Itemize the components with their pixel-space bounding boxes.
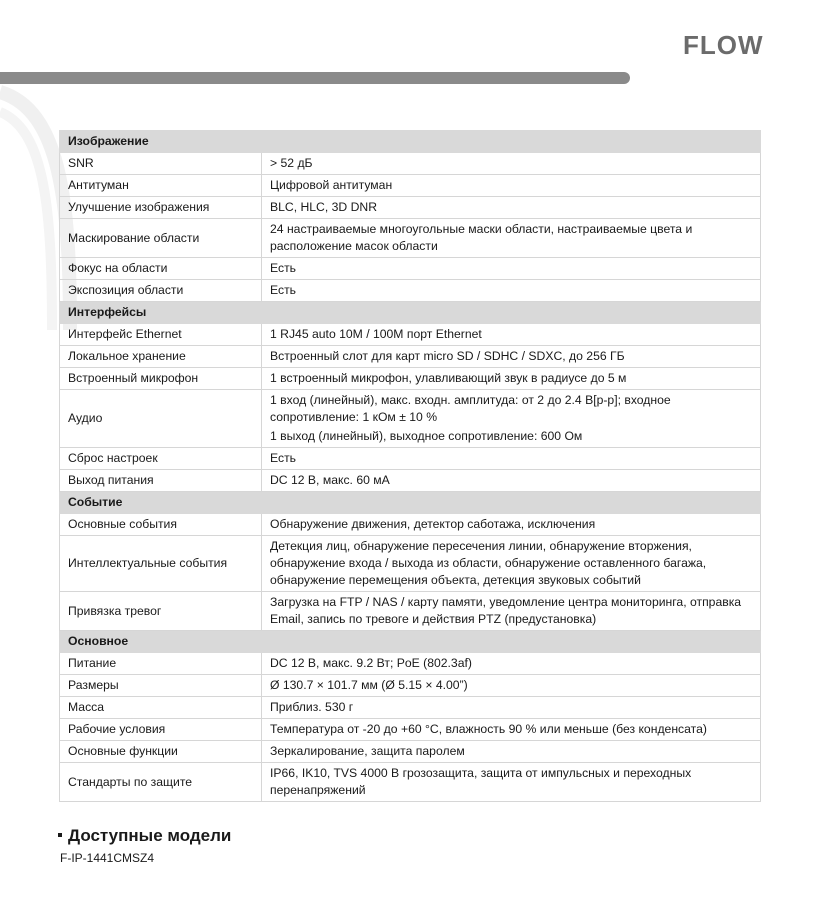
table-row xyxy=(60,719,761,741)
row-value-cell xyxy=(262,675,761,697)
row-value-cell xyxy=(262,175,761,197)
section-title: Интерфейсы xyxy=(60,302,761,324)
row-value-cell xyxy=(262,763,761,802)
table-row xyxy=(60,258,761,280)
table-row xyxy=(60,153,761,175)
row-label: Интеллектуальные события xyxy=(60,536,262,592)
row-value: Зеркалирование, защита паролем xyxy=(270,744,465,758)
row-label: Интерфейс Ethernet xyxy=(60,324,262,346)
section-header-row xyxy=(60,631,761,653)
row-label: Антитуман xyxy=(60,175,262,197)
table-row xyxy=(60,741,761,763)
table-row xyxy=(60,675,761,697)
row-value-cell xyxy=(262,219,761,258)
row-value-cell xyxy=(262,470,761,492)
row-value: Загрузка на FTP / NAS / карту памяти, уведомление центра мониторинга, отправка Email, запись по тревоге и действия PTZ (предустановка) xyxy=(270,595,742,626)
row-value-cell xyxy=(262,592,761,631)
row-value-cell xyxy=(262,697,761,719)
table-row xyxy=(60,390,761,448)
row-value-cell xyxy=(262,719,761,741)
row-label: Стандарты по защите xyxy=(60,763,262,802)
row-label: Маскирование области xyxy=(60,219,262,258)
row-value: Встроенный слот для карт micro SD / SDHC / SDXC, до 256 ГБ xyxy=(270,349,625,363)
row-label: Аудио xyxy=(60,390,262,448)
model-code: F-IP-1441CMSZ4 xyxy=(60,851,155,865)
table-row xyxy=(60,175,761,197)
row-label: Питание xyxy=(60,653,262,675)
row-value-cell xyxy=(262,346,761,368)
row-label: Экспозиция области xyxy=(60,280,262,302)
row-value-cell xyxy=(262,514,761,536)
section-header-row xyxy=(60,492,761,514)
row-label: Выход питания xyxy=(60,470,262,492)
table-row xyxy=(60,368,761,390)
spec-table xyxy=(59,130,761,802)
table-row xyxy=(60,448,761,470)
flow-logo xyxy=(683,30,778,60)
table-row xyxy=(60,324,761,346)
table-row xyxy=(60,514,761,536)
row-value-cell xyxy=(262,741,761,763)
table-row xyxy=(60,346,761,368)
models-heading xyxy=(58,826,231,846)
header-bar xyxy=(0,72,630,84)
row-value-cell xyxy=(262,324,761,346)
table-row xyxy=(60,219,761,258)
row-value: DC 12 В, макс. 9.2 Вт; PoE (802.3af) xyxy=(270,656,472,670)
row-value: DC 12 В, макс. 60 мА xyxy=(270,473,390,487)
table-row xyxy=(60,653,761,675)
section-header-row xyxy=(60,131,761,153)
row-value: 1 вход (линейный), макс. входн. амплитуда: от 2 до 2.4 В[p-p]; входное сопротивление: 1 кОм ± 10 % xyxy=(270,393,671,424)
row-label: Основные функции xyxy=(60,741,262,763)
table-row xyxy=(60,470,761,492)
row-value: Ø 130.7 × 101.7 мм (Ø 5.15 × 4.00”) xyxy=(270,678,468,692)
row-value: Есть xyxy=(270,451,297,465)
section-header-row xyxy=(60,302,761,324)
row-label: Рабочие условия xyxy=(60,719,262,741)
bullet-icon xyxy=(58,833,62,837)
row-value: 1 RJ45 auto 10M / 100M порт Ethernet xyxy=(270,327,482,341)
row-value: Температура от -20 до +60 °C, влажность 90 % или меньше (без конденсата) xyxy=(270,722,707,736)
row-value-cell xyxy=(262,448,761,470)
table-row xyxy=(60,197,761,219)
table-row xyxy=(60,592,761,631)
row-label: Фокус на области xyxy=(60,258,262,280)
row-value-cell xyxy=(262,368,761,390)
row-value: Детекция лиц, обнаружение пересечения линии, обнаружение вторжения, обнаружение входа / выхода из области, обнаружение оставленного багажа, обнаружение перемещения объекта, детекция звуковых событий xyxy=(270,539,707,587)
row-value: Цифровой антитуман xyxy=(270,178,393,192)
table-row xyxy=(60,536,761,592)
row-value-cell xyxy=(262,153,761,175)
table-row xyxy=(60,280,761,302)
row-label: Сброс настроек xyxy=(60,448,262,470)
row-value-cell xyxy=(262,390,761,448)
section-title: Основное xyxy=(60,631,761,653)
row-label: Масса xyxy=(60,697,262,719)
row-value: 1 выход (линейный), выходное сопротивление: 600 Ом xyxy=(270,429,583,443)
row-value: Есть xyxy=(270,283,297,297)
row-value-cell xyxy=(262,280,761,302)
row-value-cell xyxy=(262,197,761,219)
row-label: Основные события xyxy=(60,514,262,536)
row-value: Обнаружение движения, детектор саботажа, исключения xyxy=(270,517,596,531)
row-value: > 52 дБ xyxy=(270,156,313,170)
row-label: SNR xyxy=(60,153,262,175)
row-label: Улучшение изображения xyxy=(60,197,262,219)
row-label: Размеры xyxy=(60,675,262,697)
row-value: Есть xyxy=(270,261,297,275)
row-value: 24 настраиваемые многоугольные маски области, настраиваемые цвета и расположение масок области xyxy=(270,222,693,253)
models-title: Доступные модели xyxy=(68,826,232,845)
row-value: Приблиз. 530 г xyxy=(270,700,354,714)
section-title: Событие xyxy=(60,492,761,514)
row-value: 1 встроенный микрофон, улавливающий звук в радиусе до 5 м xyxy=(270,371,627,385)
row-label: Привязка тревог xyxy=(60,592,262,631)
row-value-cell xyxy=(262,536,761,592)
row-value-cell xyxy=(262,258,761,280)
row-value: BLC, HLC, 3D DNR xyxy=(270,200,378,214)
table-row xyxy=(60,763,761,802)
section-title: Изображение xyxy=(60,131,761,153)
row-value-cell xyxy=(262,653,761,675)
flow-logo-text: FLOW xyxy=(683,30,764,60)
table-row xyxy=(60,697,761,719)
row-label: Встроенный микрофон xyxy=(60,368,262,390)
row-value: IP66, IK10, TVS 4000 В грозозащита, защита от импульсных и переходных перенапряжений xyxy=(270,766,692,797)
row-label: Локальное хранение xyxy=(60,346,262,368)
